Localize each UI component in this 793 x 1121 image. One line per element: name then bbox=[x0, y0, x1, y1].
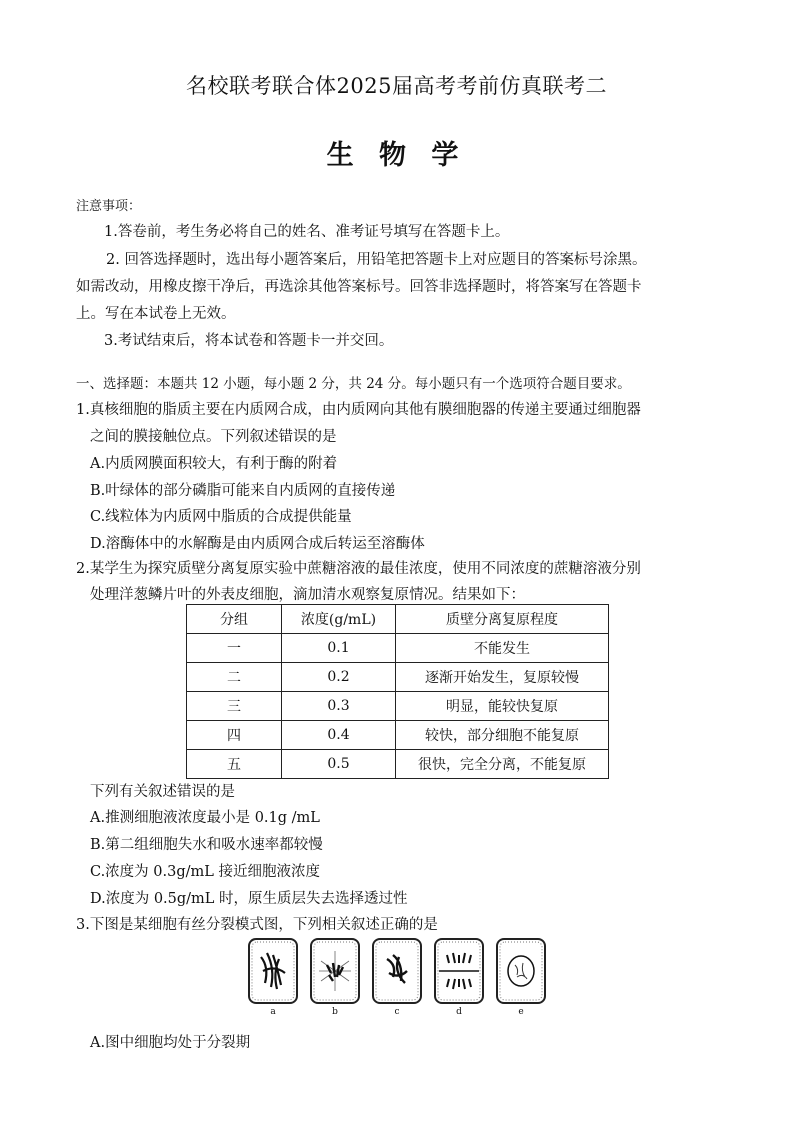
cell-c-image bbox=[371, 937, 423, 1005]
notice-heading: 注意事项： bbox=[76, 199, 142, 214]
q2-option-c: C.浓度为 0.3g/mL 接近细胞液浓度 bbox=[90, 864, 321, 880]
table-row bbox=[187, 750, 609, 779]
cell-a-image bbox=[247, 937, 299, 1005]
q1-option-b: B.叶绿体的部分磷脂可能来自内质网的直接传递 bbox=[90, 483, 396, 499]
q3-option-a: A.图中细胞均处于分裂期 bbox=[90, 1035, 251, 1051]
table-cell: 三 bbox=[187, 692, 282, 721]
table-cell: 0.3 bbox=[282, 692, 396, 721]
cell-label: e bbox=[518, 1007, 524, 1017]
subject-title: 生 物 学 bbox=[326, 140, 467, 171]
cell-label: c bbox=[394, 1007, 400, 1017]
table-cell: 0.2 bbox=[282, 663, 396, 692]
notice-item-2-line3: 上。写在本试卷上无效。 bbox=[76, 306, 236, 322]
notice-item-1: 1.答卷前，考生务必将自己的姓名、准考证号填写在答题卡上。 bbox=[104, 224, 510, 240]
notice-item-3: 3.考试结束后，将本试卷和答题卡一并交回。 bbox=[104, 333, 394, 349]
cell-e bbox=[495, 937, 547, 1017]
cell-label: d bbox=[456, 1007, 462, 1017]
section-heading: 一、选择题：本题共 12 小题，每小题 2 分，共 24 分。每小题只有一个选项符合题目要求。 bbox=[76, 376, 631, 392]
q2-option-b: B.第二组细胞失水和吸水速率都较慢 bbox=[90, 837, 323, 853]
cell-e-image bbox=[495, 937, 547, 1005]
notice-item-2-line1: 2. 回答选择题时，选出每小题答案后，用铅笔把答题卡上对应题目的答案标号涂黑。 bbox=[106, 252, 647, 268]
table-cell: 明显，能较快复原 bbox=[396, 692, 609, 721]
cell-label: b bbox=[332, 1007, 338, 1017]
cell-d-image bbox=[433, 937, 485, 1005]
q1-option-a: A.内质网膜面积较大，有利于酶的附着 bbox=[90, 456, 338, 472]
table-cell: 逐渐开始发生，复原较慢 bbox=[396, 663, 609, 692]
cell-label: a bbox=[270, 1007, 276, 1017]
table-header-cell: 质壁分离复原程度 bbox=[396, 605, 609, 634]
table-row bbox=[187, 721, 609, 750]
table-cell: 很快，完全分离，不能复原 bbox=[396, 750, 609, 779]
table-header-cell: 分组 bbox=[187, 605, 282, 634]
q2-stem-line1: 2.某学生为探究质壁分离复原实验中蔗糖溶液的最佳浓度，使用不同浓度的蔗糖溶液分别 bbox=[76, 561, 641, 577]
table-cell: 不能发生 bbox=[396, 634, 609, 663]
table-cell: 0.5 bbox=[282, 750, 396, 779]
cell-d bbox=[433, 937, 485, 1017]
table-header-row bbox=[187, 605, 609, 634]
cell-c bbox=[371, 937, 423, 1017]
q1-stem-line1: 1.真核细胞的脂质主要在内质网合成，由内质网向其他有膜细胞器的传递主要通过细胞器 bbox=[76, 402, 641, 418]
q1-stem-line2: 之间的膜接触位点。下列叙述错误的是 bbox=[90, 429, 337, 445]
table-cell: 0.4 bbox=[282, 721, 396, 750]
table-header-cell: 浓度(g/mL) bbox=[282, 605, 396, 634]
cell-a bbox=[247, 937, 299, 1017]
table-row bbox=[187, 663, 609, 692]
table-cell: 五 bbox=[187, 750, 282, 779]
table-cell: 0.1 bbox=[282, 634, 396, 663]
table-cell: 二 bbox=[187, 663, 282, 692]
q2-stem-line2: 处理洋葱鳞片叶的外表皮细胞，滴加清水观察复原情况。结果如下： bbox=[90, 587, 525, 603]
cell-b bbox=[309, 937, 361, 1017]
exam-title: 名校联考联合体2025届高考考前仿真联考二 bbox=[186, 74, 607, 98]
table-row bbox=[187, 692, 609, 721]
q1-option-d: D.溶酶体中的水解酶是由内质网合成后转运至溶酶体 bbox=[90, 536, 425, 552]
q1-option-c: C.线粒体为内质网中脂质的合成提供能量 bbox=[90, 509, 352, 525]
table-cell: 四 bbox=[187, 721, 282, 750]
table-cell: 较快，部分细胞不能复原 bbox=[396, 721, 609, 750]
mitosis-figure bbox=[247, 937, 547, 1017]
q2-results-table bbox=[186, 604, 609, 779]
q2-option-d: D.浓度为 0.5g/mL 时，原生质层失去选择透过性 bbox=[90, 891, 408, 907]
table-cell: 一 bbox=[187, 634, 282, 663]
notice-item-2-line2: 如需改动，用橡皮擦干净后，再选涂其他答案标号。回答非选择题时，将答案写在答题卡 bbox=[76, 279, 642, 295]
q2-option-a: A.推测细胞液浓度最小是 0.1g /mL bbox=[90, 810, 320, 826]
q3-stem: 3.下图是某细胞有丝分裂模式图，下列相关叙述正确的是 bbox=[76, 917, 438, 933]
q2-after-table: 下列有关叙述错误的是 bbox=[90, 784, 235, 800]
table-row bbox=[187, 634, 609, 663]
cell-b-image bbox=[309, 937, 361, 1005]
